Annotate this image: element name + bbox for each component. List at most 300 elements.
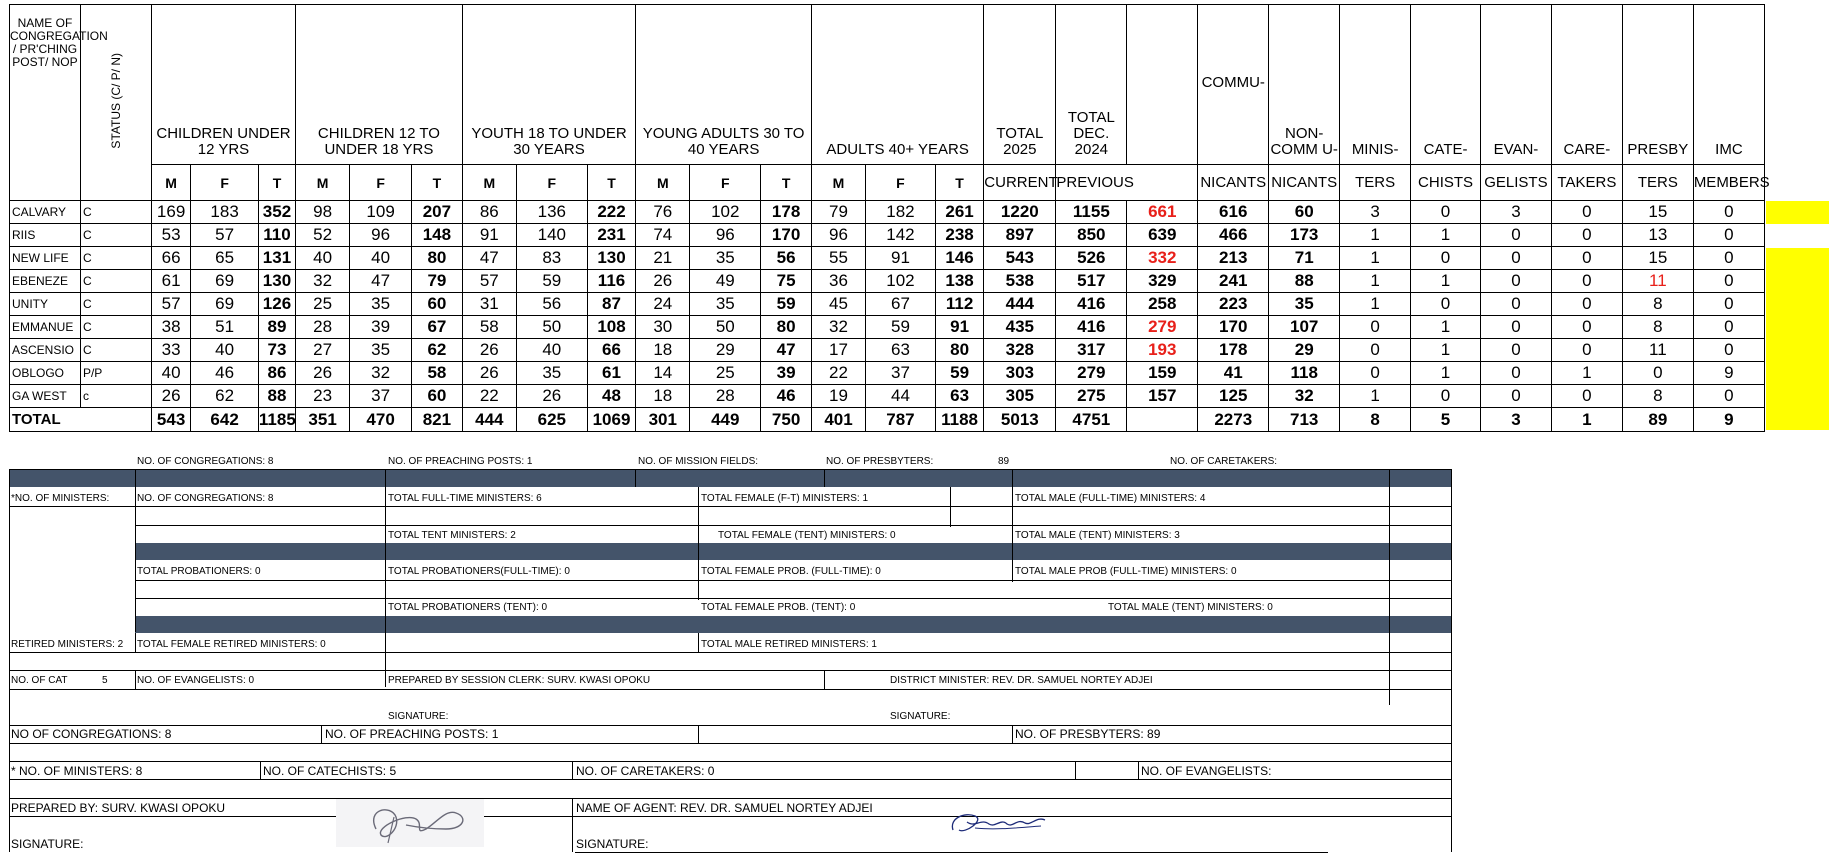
table-cell: 63: [935, 385, 983, 408]
table-cell: 52: [296, 224, 350, 247]
total-cell: 4751: [1056, 408, 1127, 432]
table-cell: 170: [1198, 316, 1269, 339]
table-cell: 80: [935, 339, 983, 362]
table-cell: 178: [761, 201, 812, 224]
total-cell: 1069: [587, 408, 635, 432]
table-cell: 0: [1551, 247, 1622, 270]
table-cell: 26: [462, 339, 516, 362]
sub-t: T: [935, 165, 983, 201]
section-bar: [135, 616, 1452, 633]
table-cell: 0: [1551, 385, 1622, 408]
table-cell: 61: [151, 270, 190, 293]
table-cell: 238: [935, 224, 983, 247]
divider: [135, 633, 136, 653]
membership-table: [9, 4, 1770, 432]
divider: [1012, 725, 1013, 743]
table-cell: 213: [1198, 247, 1269, 270]
table-cell: 661: [1127, 201, 1198, 224]
table-cell: 435: [984, 316, 1056, 339]
table-cell: 30: [636, 316, 690, 339]
table-cell: 32: [811, 316, 865, 339]
congregation-name: RIIS: [10, 224, 81, 247]
table-cell: 19: [811, 385, 865, 408]
table-cell: 37: [866, 362, 936, 385]
table-cell: 466: [1198, 224, 1269, 247]
table-cell: 37: [350, 385, 412, 408]
table-cell: 61: [587, 362, 635, 385]
sub-t: T: [761, 165, 812, 201]
table-cell: 79: [412, 270, 463, 293]
col-header-status: STATUS (C/ P/ N): [80, 5, 151, 201]
table-cell: 146: [935, 247, 983, 270]
table-cell: 136: [516, 201, 587, 224]
table-cell: 91: [866, 247, 936, 270]
table-cell: 35: [690, 247, 761, 270]
table-cell: 1155: [1056, 201, 1127, 224]
divider: [824, 670, 825, 689]
divider: [1075, 761, 1076, 779]
table-cell: 173: [1269, 224, 1340, 247]
total-cell: 1185: [258, 408, 295, 432]
table-cell: 25: [296, 293, 350, 316]
table-cell: 11: [1622, 339, 1693, 362]
table-cell: 639: [1127, 224, 1198, 247]
table-cell: 28: [690, 385, 761, 408]
table-cell: 11: [1622, 270, 1693, 293]
table-cell: 40: [516, 339, 587, 362]
divider: [9, 779, 1452, 780]
table-cell: 0: [1480, 339, 1551, 362]
table-cell: 261: [935, 201, 983, 224]
congregation-status: P/P: [80, 362, 151, 385]
sub-f: F: [516, 165, 587, 201]
table-cell: 159: [1127, 362, 1198, 385]
table-cell: 58: [462, 316, 516, 339]
bottom-signature-2: SIGNATURE:: [576, 837, 649, 851]
sub-evangelists: GELISTS: [1480, 165, 1551, 201]
table-cell: 17: [811, 339, 865, 362]
divider: [1389, 469, 1390, 705]
sub-m: M: [636, 165, 690, 201]
table-cell: 0: [1480, 270, 1551, 293]
table-cell: 616: [1198, 201, 1269, 224]
total-cell: 642: [191, 408, 259, 432]
sub-f: F: [866, 165, 936, 201]
table-cell: 538: [984, 270, 1056, 293]
table-cell: 38: [151, 316, 190, 339]
table-cell: 86: [258, 362, 295, 385]
table-cell: 138: [935, 270, 983, 293]
divider: [385, 469, 386, 687]
congregation-status: C: [80, 247, 151, 270]
group-header-youth: YOUTH 18 TO UNDER 30 YEARS: [462, 5, 635, 165]
table-cell: 3: [1340, 201, 1411, 224]
summary-female-tent-ministers: TOTAL FEMALE (TENT) MINISTERS: 0: [718, 530, 896, 541]
table-cell: 9: [1693, 362, 1764, 385]
table-cell: 96: [350, 224, 412, 247]
table-cell: 0: [1411, 293, 1481, 316]
sub-t: T: [587, 165, 635, 201]
table-cell: 50: [690, 316, 761, 339]
table-cell: 1220: [984, 201, 1056, 224]
table-cell: 1: [1551, 362, 1622, 385]
sub-caretakers: TAKERS: [1551, 165, 1622, 201]
congregation-name: GA WEST: [10, 385, 81, 408]
signature-agent: [945, 808, 1055, 838]
divider: [135, 580, 1452, 581]
table-cell: 130: [587, 247, 635, 270]
table-cell: 0: [1340, 339, 1411, 362]
table-row: [10, 362, 1765, 385]
congregation-name: NEW LIFE: [10, 247, 81, 270]
table-cell: 46: [191, 362, 259, 385]
summary-catechists-label: NO. OF CAT: [11, 675, 68, 686]
divider: [572, 798, 573, 852]
total-cell: 449: [690, 408, 761, 432]
group-header-children-under-12: CHILDREN UNDER 12 YRS: [151, 5, 295, 165]
table-cell: 87: [587, 293, 635, 316]
col-header-name: NAME OF CONGREGATION / PR'CHING POST/ NOP: [10, 5, 81, 201]
table-cell: 444: [984, 293, 1056, 316]
total-cell: 750: [761, 408, 812, 432]
col-header-catechists: CATE-: [1411, 5, 1481, 165]
summary-presbyters: NO. OF PRESBYTERS:: [826, 456, 934, 467]
table-cell: 0: [1480, 247, 1551, 270]
table-cell: 26: [462, 362, 516, 385]
congregation-name: EMMANUE: [10, 316, 81, 339]
table-cell: 39: [761, 362, 812, 385]
table-cell: 0: [1480, 293, 1551, 316]
total-cell: 625: [516, 408, 587, 432]
table-cell: 26: [296, 362, 350, 385]
section-bar: [135, 543, 1452, 560]
table-cell: 0: [1693, 201, 1764, 224]
table-cell: 86: [462, 201, 516, 224]
table-cell: 47: [761, 339, 812, 362]
divider: [1451, 469, 1452, 852]
table-cell: 40: [350, 247, 412, 270]
table-cell: 352: [258, 201, 295, 224]
table-cell: 543: [984, 247, 1056, 270]
table-cell: 66: [587, 339, 635, 362]
congregation-status: C: [80, 339, 151, 362]
bottom-evangelists: NO. OF EVANGELISTS:: [1141, 764, 1272, 778]
summary-evangelists: NO. OF EVANGELISTS: 0: [137, 675, 255, 686]
total-cell: 3: [1480, 408, 1551, 432]
table-cell: 33: [151, 339, 190, 362]
table-cell: 0: [1693, 339, 1764, 362]
table-cell: 40: [296, 247, 350, 270]
table-cell: 57: [191, 224, 259, 247]
summary-male-tent-ministers-2: TOTAL MALE (TENT) MINISTERS: 0: [1108, 602, 1273, 613]
table-cell: 118: [1269, 362, 1340, 385]
table-cell: 107: [1269, 316, 1340, 339]
congregation-status: C: [80, 293, 151, 316]
table-cell: 41: [1198, 362, 1269, 385]
table-cell: 8: [1622, 385, 1693, 408]
table-cell: 18: [636, 385, 690, 408]
table-cell: 44: [866, 385, 936, 408]
col-header-non-communicants: NON- COMM U-: [1269, 5, 1340, 165]
table-cell: 35: [350, 339, 412, 362]
table-cell: 0: [1480, 224, 1551, 247]
table-cell: 3: [1480, 201, 1551, 224]
table-cell: 0: [1411, 201, 1481, 224]
summary-female-ft-ministers: TOTAL FEMALE (F-T) MINISTERS: 1: [701, 493, 869, 504]
summary-female-retired: TOTAL FEMALE RETIRED MINISTERS: 0: [137, 639, 326, 650]
table-cell: 8: [1622, 293, 1693, 316]
bottom-signature-1: SIGNATURE:: [11, 837, 84, 851]
table-cell: 29: [1269, 339, 1340, 362]
table-cell: 66: [151, 247, 190, 270]
table-row: [10, 247, 1765, 270]
table-cell: 0: [1693, 385, 1764, 408]
total-cell: 1: [1551, 408, 1622, 432]
table-cell: 57: [462, 270, 516, 293]
col-header-total-2025: TOTAL 2025: [984, 5, 1056, 165]
table-cell: 275: [1056, 385, 1127, 408]
divider: [9, 816, 1452, 817]
summary-catechists-value: 5: [102, 675, 108, 686]
table-row: [10, 224, 1765, 247]
sub-f: F: [191, 165, 259, 201]
summary-male-tent-ministers: TOTAL MALE (TENT) MINISTERS: 3: [1015, 530, 1180, 541]
table-cell: 14: [636, 362, 690, 385]
table-cell: 0: [1340, 362, 1411, 385]
total-row: [10, 408, 1765, 432]
table-cell: 258: [1127, 293, 1198, 316]
table-cell: 110: [258, 224, 295, 247]
total-label: TOTAL: [10, 408, 152, 432]
table-cell: 328: [984, 339, 1056, 362]
bottom-catechists: NO. OF CATECHISTS: 5: [263, 764, 397, 778]
table-cell: 91: [462, 224, 516, 247]
total-cell: 470: [350, 408, 412, 432]
table-cell: 170: [761, 224, 812, 247]
table-cell: 178: [1198, 339, 1269, 362]
table-cell: 0: [1480, 362, 1551, 385]
table-cell: 65: [191, 247, 259, 270]
table-row: [10, 339, 1765, 362]
table-cell: 69: [191, 293, 259, 316]
summary-retired-ministers: RETIRED MINISTERS: 2: [11, 639, 124, 650]
summary-preaching-posts: NO. OF PREACHING POSTS: 1: [388, 456, 533, 467]
table-cell: 0: [1480, 385, 1551, 408]
divider: [572, 761, 573, 779]
table-cell: 73: [258, 339, 295, 362]
table-cell: 0: [1411, 247, 1481, 270]
bottom-presbyters: NO. OF PRESBYTERS: 89: [1015, 727, 1161, 741]
table-cell: 1: [1340, 293, 1411, 316]
table-cell: 40: [151, 362, 190, 385]
bottom-ministers: * NO. OF MINISTERS: 8: [11, 764, 143, 778]
divider: [9, 670, 1452, 671]
total-cell: 351: [296, 408, 350, 432]
table-cell: 79: [811, 201, 865, 224]
table-cell: 279: [1127, 316, 1198, 339]
divider: [9, 743, 1452, 744]
bottom-prepared-by: PREPARED BY: SURV. KWASI OPOKU: [11, 801, 226, 815]
sub-current: CURRENT: [984, 165, 1056, 201]
table-cell: 69: [191, 270, 259, 293]
table-cell: 0: [1551, 339, 1622, 362]
table-cell: 15: [1622, 247, 1693, 270]
summary-probationers-tent: TOTAL PROBATIONERS (TENT): 0: [388, 602, 548, 613]
table-cell: 32: [350, 362, 412, 385]
table-cell: 22: [811, 362, 865, 385]
table-cell: 60: [1269, 201, 1340, 224]
col-header-communicants: COMMU-: [1198, 5, 1269, 165]
summary-congregations: NO. OF CONGREGATIONS: 8: [137, 456, 274, 467]
table-cell: 57: [151, 293, 190, 316]
table-cell: 130: [258, 270, 295, 293]
section-bar: [9, 470, 1452, 487]
table-cell: 26: [636, 270, 690, 293]
table-cell: 182: [866, 201, 936, 224]
divider: [698, 487, 699, 600]
table-cell: 26: [151, 385, 190, 408]
table-cell: 1: [1340, 247, 1411, 270]
table-cell: 18: [636, 339, 690, 362]
sub-communicants: NICANTS: [1198, 165, 1269, 201]
table-row: [10, 270, 1765, 293]
table-row: [10, 293, 1765, 316]
table-cell: 0: [1411, 385, 1481, 408]
sub-t: T: [412, 165, 463, 201]
total-cell: 8: [1340, 408, 1411, 432]
table-cell: 32: [1269, 385, 1340, 408]
table-cell: 67: [866, 293, 936, 316]
table-cell: 59: [761, 293, 812, 316]
summary-male-retired: TOTAL MALE RETIRED MINISTERS: 1: [701, 639, 877, 650]
table-cell: 13: [1622, 224, 1693, 247]
table-cell: 26: [516, 385, 587, 408]
table-cell: 0: [1551, 201, 1622, 224]
divider: [135, 670, 136, 689]
table-cell: 55: [811, 247, 865, 270]
table-cell: 231: [587, 224, 635, 247]
table-cell: 59: [866, 316, 936, 339]
summary-female-prob-tent: TOTAL FEMALE PROB. (TENT): 0: [701, 602, 856, 613]
table-cell: 329: [1127, 270, 1198, 293]
col-header-imc: IMC: [1693, 5, 1764, 165]
table-cell: 35: [690, 293, 761, 316]
table-cell: 0: [1551, 293, 1622, 316]
table-cell: 0: [1622, 362, 1693, 385]
total-cell: 713: [1269, 408, 1340, 432]
table-cell: 223: [1198, 293, 1269, 316]
total-cell: 787: [866, 408, 936, 432]
summary-prepared-by: PREPARED BY SESSION CLERK: SURV. KWASI OPOKU: [388, 675, 651, 686]
table-cell: 71: [1269, 247, 1340, 270]
sub-m: M: [811, 165, 865, 201]
table-cell: 51: [191, 316, 259, 339]
table-cell: 1: [1411, 316, 1481, 339]
summary-probationers-ft: TOTAL PROBATIONERS(FULL-TIME): 0: [388, 566, 570, 577]
table-cell: 112: [935, 293, 983, 316]
total-cell: 821: [412, 408, 463, 432]
divider: [9, 761, 1452, 762]
table-cell: 131: [258, 247, 295, 270]
table-row: [10, 385, 1765, 408]
table-cell: 416: [1056, 316, 1127, 339]
table-cell: 1: [1411, 224, 1481, 247]
table-cell: 157: [1127, 385, 1198, 408]
table-cell: 35: [1269, 293, 1340, 316]
divider: [9, 652, 1452, 653]
table-cell: 125: [1198, 385, 1269, 408]
subheader-row: [10, 165, 1765, 201]
divider: [1138, 761, 1139, 779]
divider: [824, 469, 825, 487]
table-cell: 31: [462, 293, 516, 316]
table-cell: 29: [690, 339, 761, 362]
summary-male-ft-ministers: TOTAL MALE (FULL-TIME) MINISTERS: 4: [1015, 493, 1206, 504]
divider: [950, 487, 951, 527]
table-cell: 102: [866, 270, 936, 293]
table-cell: 169: [151, 201, 190, 224]
table-cell: 526: [1056, 247, 1127, 270]
table-cell: 53: [151, 224, 190, 247]
divider: [135, 469, 136, 632]
table-cell: 25: [690, 362, 761, 385]
total-cell: 5: [1411, 408, 1481, 432]
table-cell: 48: [587, 385, 635, 408]
divider: [135, 598, 1452, 599]
table-cell: 102: [690, 201, 761, 224]
summary-female-prob-ft: TOTAL FEMALE PROB. (FULL-TIME): 0: [701, 566, 881, 577]
bottom-caretakers: NO. OF CARETAKERS: 0: [576, 764, 715, 778]
col-header-caretakers: CARE-: [1551, 5, 1622, 165]
bottom-agent: NAME OF AGENT: REV. DR. SAMUEL NORTEY ADJEI: [576, 801, 873, 815]
divider: [575, 852, 1328, 853]
bottom-congregations: NO OF CONGREGATIONS: 8: [11, 727, 172, 741]
table-row: [10, 201, 1765, 224]
table-cell: 1: [1411, 362, 1481, 385]
table-cell: 1: [1411, 339, 1481, 362]
table-cell: 0: [1693, 224, 1764, 247]
table-cell: 76: [636, 201, 690, 224]
table-cell: 24: [636, 293, 690, 316]
col-header-evangelists: EVAN-: [1480, 5, 1551, 165]
table-cell: 0: [1340, 316, 1411, 339]
sub-m: M: [462, 165, 516, 201]
table-cell: 0: [1551, 316, 1622, 339]
summary-signature-1: SIGNATURE:: [388, 711, 449, 722]
table-cell: 305: [984, 385, 1056, 408]
bottom-preaching-posts: NO. OF PREACHING POSTS: 1: [325, 727, 499, 741]
table-cell: 63: [866, 339, 936, 362]
table-cell: 0: [1551, 270, 1622, 293]
table-cell: 39: [350, 316, 412, 339]
table-cell: 0: [1693, 270, 1764, 293]
total-cell: 89: [1622, 408, 1693, 432]
table-cell: 67: [412, 316, 463, 339]
table-cell: 35: [350, 293, 412, 316]
table-cell: 80: [761, 316, 812, 339]
table-cell: 1: [1340, 385, 1411, 408]
summary-full-time-ministers: TOTAL FULL-TIME MINISTERS: 6: [388, 493, 542, 504]
summary-congregations-2: NO. OF CONGREGATIONS: 8: [137, 493, 274, 504]
table-cell: 32: [296, 270, 350, 293]
table-cell: 207: [412, 201, 463, 224]
sub-f: F: [350, 165, 412, 201]
total-cell: 5013: [984, 408, 1056, 432]
col-header-total-2024: TOTAL DEC. 2024: [1056, 5, 1127, 165]
divider: [1012, 469, 1013, 582]
table-cell: 58: [412, 362, 463, 385]
total-cell: 444: [462, 408, 516, 432]
